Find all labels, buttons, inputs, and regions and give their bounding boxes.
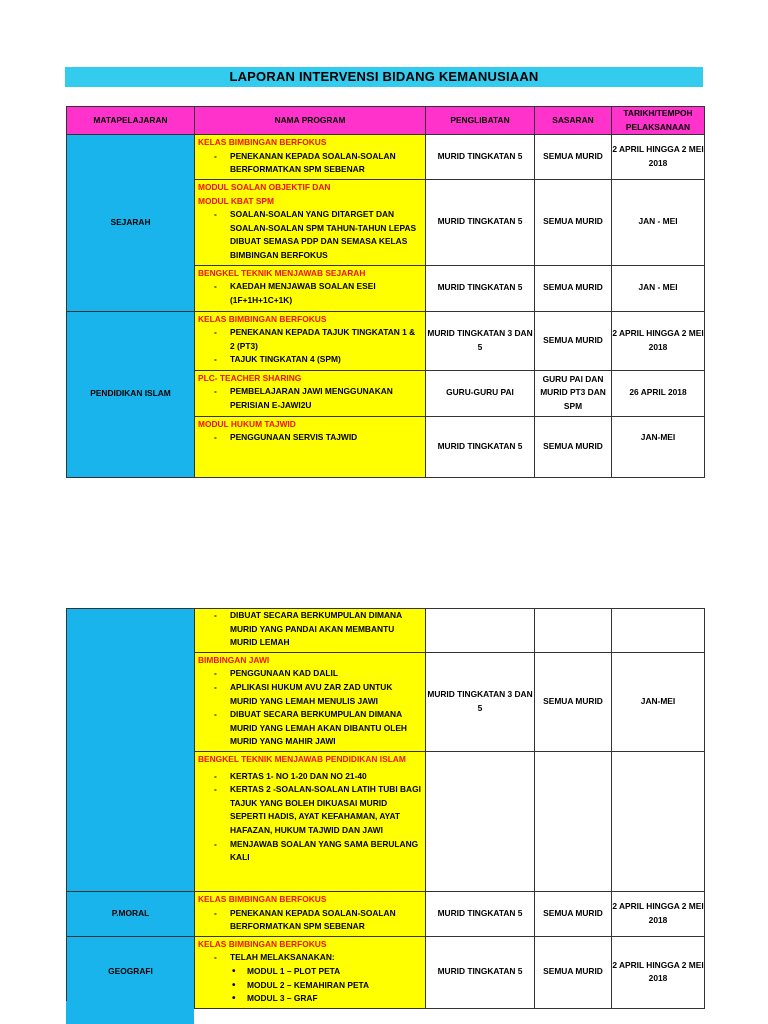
involvement-cell: GURU-GURU PAI — [426, 370, 535, 416]
involvement-cell — [426, 751, 535, 891]
program-item: - PENEKANAN KEPADA SOALAN-SOALAN BERFORMATKAN SPM SEBENAR — [198, 907, 422, 934]
report-title: LAPORAN INTERVENSI BIDANG KEMANUSIAAN — [65, 67, 703, 87]
program-item: - KAEDAH MENJAWAB SOALAN ESEI (1F+1H+1C+1K) — [198, 280, 422, 307]
target-cell — [535, 609, 612, 653]
module-item: • MODUL 2 – KEMAHIRAN PETA — [198, 979, 422, 993]
program-item: - PENGGUNAAN KAD DALIL — [198, 667, 422, 681]
date-cell: 2 APRIL HINGGA 2 MEI 2018 — [612, 135, 705, 180]
target-cell: SEMUA MURID — [535, 416, 612, 477]
date-cell: JAN - MEI — [612, 265, 705, 311]
subject-pendidikan-islam: PENDIDIKAN ISLAM — [67, 311, 195, 477]
program-cell — [195, 265, 426, 311]
target-cell: GURU PAI DAN MURID PT3 DAN SPM — [535, 370, 612, 416]
program-item: - PENEKANAN KEPADA TAJUK TINGKATAN 1 & 2 (PT3) — [198, 326, 422, 353]
involvement-cell: MURID TINGKATAN 3 DAN 5 — [426, 311, 535, 370]
table-row — [67, 311, 705, 370]
intervention-table-1 — [66, 106, 705, 478]
date-cell: 2 APRIL HINGGA 2 MEI 2018 — [612, 891, 705, 936]
header-row — [67, 107, 705, 135]
program-item: - KERTAS 1- NO 1-20 DAN NO 21-40 — [198, 770, 422, 784]
module-item: • MODUL 1 – PLOT PETA — [198, 965, 422, 979]
program-cell — [195, 652, 426, 751]
involvement-cell: MURID TINGKATAN 5 — [426, 936, 535, 1008]
program-item: - MENJAWAB SOALAN YANG SAMA BERULANG KALI — [198, 838, 422, 865]
header-involvement: PENGLIBATAN — [426, 107, 535, 135]
program-cell — [195, 609, 426, 653]
program-item: - TAJUK TINGKATAN 4 (SPM) — [198, 353, 422, 367]
module-item: • MODUL 3 – GRAF — [198, 992, 422, 1006]
program-item: - SOALAN-SOALAN YANG DITARGET DAN SOALAN-SOALAN SPM TAHUN-TAHUN LEPAS DIBUAT SEMASA PDP DAN SEMASA KELAS BIMBINGAN BERFOKUS — [198, 208, 422, 262]
date-cell: JAN-MEI — [612, 416, 705, 477]
program-item: - DIBUAT SECARA BERKUMPULAN DIMANA MURID YANG PANDAI AKAN MEMBANTU MURID LEMAH — [198, 609, 422, 650]
program-title: KELAS BIMBINGAN BERFOKUS — [198, 137, 327, 148]
program-title: KELAS BIMBINGAN BERFOKUS — [198, 893, 327, 904]
program-cell — [195, 179, 426, 265]
header-subject: MATAPELAJARAN — [67, 107, 195, 135]
program-cell — [195, 370, 426, 416]
date-cell: 2 APRIL HINGGA 2 MEI 2018 — [612, 311, 705, 370]
target-cell: SEMUA MURID — [535, 891, 612, 936]
table-row — [67, 891, 705, 936]
date-cell: JAN - MEI — [612, 179, 705, 265]
program-title: KELAS BIMBINGAN BERFOKUS — [198, 313, 327, 324]
program-cell — [195, 311, 426, 370]
program-item: - PEMBELAJARAN JAWI MENGGUNAKAN PERISIAN E-JAWI2U — [198, 385, 422, 412]
next-subject-cell-fragment — [66, 1001, 194, 1024]
date-cell: JAN-MEI — [612, 652, 705, 751]
involvement-cell: MURID TINGKATAN 5 — [426, 179, 535, 265]
program-item: - DIBUAT SECARA BERKUMPULAN DIMANA MURID YANG LEMAH AKAN DIBANTU OLEH MURID YANG MAHIR JAWI — [198, 708, 422, 749]
program-cell — [195, 891, 426, 936]
table-row — [67, 936, 705, 1008]
program-title: MODUL KBAT SPM — [198, 195, 274, 206]
involvement-cell: MURID TINGKATAN 5 — [426, 265, 535, 311]
program-item: - KERTAS 2 -SOALAN-SOALAN LATIH TUBI BAGI TAJUK YANG BOLEH DIKUASAI MURID SEPERTI HADIS, AYAT KEFAHAMAN, AYAT HAFAZAN, HUKUM TAJWID DAN JAWI — [198, 783, 422, 837]
target-cell — [535, 751, 612, 891]
date-cell: 26 APRIL 2018 — [612, 370, 705, 416]
involvement-cell — [426, 609, 535, 653]
header-program: NAMA PROGRAM — [195, 107, 426, 135]
program-title: KELAS BIMBINGAN BERFOKUS — [198, 938, 327, 949]
target-cell: SEMUA MURID — [535, 265, 612, 311]
table-row — [67, 135, 705, 180]
program-cell — [195, 936, 426, 1008]
target-cell: SEMUA MURID — [535, 311, 612, 370]
program-cell — [195, 135, 426, 180]
subject-pendidikan-islam-continued — [67, 609, 195, 892]
program-item: - APLIKASI HUKUM AVU ZAR ZAD UNTUK MURID YANG LEMAH MENULIS JAWI — [198, 681, 422, 708]
involvement-cell: MURID TINGKATAN 5 — [426, 416, 535, 477]
program-cell — [195, 416, 426, 477]
program-title: PLC- TEACHER SHARING — [198, 372, 302, 383]
target-cell: SEMUA MURID — [535, 179, 612, 265]
header-date: TARIKH/TEMPOH PELAKSANAAN — [612, 107, 705, 135]
intervention-table-2 — [66, 608, 705, 1009]
subject-sejarah: SEJARAH — [67, 135, 195, 311]
program-title: BENGKEL TEKNIK MENJAWAB SEJARAH — [198, 267, 366, 278]
subject-geografi: GEOGRAFI — [67, 936, 195, 1008]
program-title: MODUL SOALAN OBJEKTIF DAN — [198, 181, 331, 192]
date-cell: 2 APRIL HINGGA 2 MEI 2018 — [612, 936, 705, 1008]
program-title: BIMBINGAN JAWI — [198, 654, 270, 665]
program-title: MODUL HUKUM TAJWID — [198, 418, 296, 429]
involvement-cell: MURID TINGKATAN 5 — [426, 891, 535, 936]
subject-p-moral: P.MORAL — [67, 891, 195, 936]
involvement-cell: MURID TINGKATAN 5 — [426, 135, 535, 180]
target-cell: SEMUA MURID — [535, 936, 612, 1008]
involvement-cell: MURID TINGKATAN 3 DAN 5 — [426, 652, 535, 751]
program-item: - PENGGUNAAN SERVIS TAJWID — [198, 431, 422, 445]
date-cell — [612, 609, 705, 653]
program-cell — [195, 751, 426, 891]
target-cell: SEMUA MURID — [535, 652, 612, 751]
target-cell: SEMUA MURID — [535, 135, 612, 180]
table-row — [67, 609, 705, 653]
program-title: BENGKEL TEKNIK MENJAWAB PENDIDIKAN ISLAM — [198, 753, 406, 764]
program-item: - PENEKANAN KEPADA SOALAN-SOALAN BERFORMATKAN SPM SEBENAR — [198, 150, 422, 177]
program-item: - TELAH MELAKSANAKAN: — [198, 951, 422, 965]
date-cell — [612, 751, 705, 891]
header-target: SASARAN — [535, 107, 612, 135]
